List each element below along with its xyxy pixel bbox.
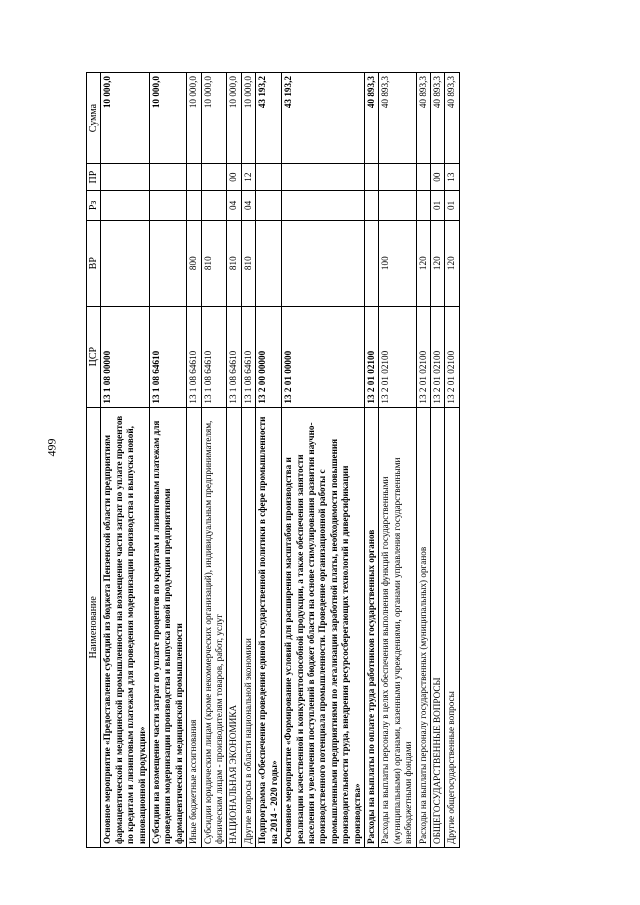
cell-rz <box>364 191 378 221</box>
table-row <box>150 73 187 848</box>
table-row <box>416 73 430 848</box>
cell-csr: 13 2 01 02100 <box>416 306 430 407</box>
cell-csr: 13 1 08 00000 <box>101 306 150 407</box>
cell-vr: 120 <box>416 220 430 306</box>
cell-pr <box>150 164 187 191</box>
cell-name: ОБЩЕГОСУДАРСТВЕННЫЕ ВОПРОСЫ <box>430 407 444 847</box>
cell-pr <box>379 164 416 191</box>
cell-name: Основное мероприятие «Предоставление субсидий из бюджета Пензенской области предприятиям фармацевтической и медицинской промышленности на возмещение части затрат по уплате процентов по кредитам и лизинговым платежам для проведения модернизации производства и выпуска новой, инновационной продукции» <box>101 407 150 847</box>
cell-csr: 13 1 08 64610 <box>227 306 241 407</box>
table-row <box>187 73 201 848</box>
cell-csr: 13 1 08 64610 <box>201 306 227 407</box>
cell-vr: 100 <box>379 220 416 306</box>
header-csr: ЦСР <box>87 306 101 407</box>
cell-rz <box>101 191 150 221</box>
cell-vr: 810 <box>201 220 227 306</box>
header-rz: Рз <box>87 191 101 221</box>
cell-name: Расходы на выплаты персоналу в целях обеспечения выполнения функций государственными (муниципальными) органами, казенными учреждениями, органами управления государственными внебюджетными фондами <box>379 407 416 847</box>
cell-rz: 01 <box>430 191 444 221</box>
cell-csr: 13 2 01 02100 <box>445 306 459 407</box>
cell-vr: 810 <box>241 220 255 306</box>
cell-csr: 13 2 01 02100 <box>430 306 444 407</box>
cell-sum: 43 193,2 <box>282 73 365 164</box>
cell-vr <box>101 220 150 306</box>
table-header-row <box>87 73 101 848</box>
cell-name: Расходы на выплаты персоналу государственных (муниципальных) органов <box>416 407 430 847</box>
cell-rz <box>201 191 227 221</box>
table-body <box>101 73 459 848</box>
cell-vr <box>150 220 187 306</box>
cell-rz <box>187 191 201 221</box>
page-number: 499 <box>44 438 59 457</box>
cell-csr: 13 2 00 00000 <box>256 306 282 407</box>
cell-sum: 10 000,0 <box>201 73 227 164</box>
cell-vr <box>282 220 365 306</box>
cell-rz: 04 <box>241 191 255 221</box>
cell-name: Расходы на выплаты по оплате труда работников государственных органов <box>364 407 378 847</box>
table-row <box>430 73 444 848</box>
header-sum: Сумма <box>87 73 101 164</box>
cell-rz <box>416 191 430 221</box>
cell-pr: 13 <box>445 164 459 191</box>
cell-sum: 40 893,3 <box>364 73 378 164</box>
table-row <box>282 73 365 848</box>
cell-pr <box>364 164 378 191</box>
cell-name: Субсидии юридическим лицам (кроме некоммерческих организаций), индивидуальным предпринимателям, физическим лицам - производителям товаров, работ, услуг <box>201 407 227 847</box>
cell-name: НАЦИОНАЛЬНАЯ ЭКОНОМИКА <box>227 407 241 847</box>
cell-name: Другие общегосударственные вопросы <box>445 407 459 847</box>
cell-sum: 10 000,0 <box>241 73 255 164</box>
budget-table <box>86 72 460 848</box>
cell-rz: 01 <box>445 191 459 221</box>
cell-name: Другие вопросы в области национальной экономики <box>241 407 255 847</box>
cell-vr <box>364 220 378 306</box>
cell-pr: 12 <box>241 164 255 191</box>
cell-sum: 40 893,3 <box>416 73 430 164</box>
table-row <box>256 73 282 848</box>
cell-name: Основное мероприятие «Формирование условий для расширения масштабов производства и реализации качественной и конкурентоспособной продукции, а также обеспечения занятости населения и увеличения поступлений в бюджет области на основе стимулирования развития научно-производственного потенциала промышленности. Проведение организационной работы с промышленными предприятиями по легализации заработной платы, необходимости повышения производительности труда, внедрения ресурсосберегающих технологий и диверсификации производства» <box>282 407 365 847</box>
table-row <box>241 73 255 848</box>
cell-rz: 04 <box>227 191 241 221</box>
cell-pr: 00 <box>227 164 241 191</box>
cell-csr: 13 1 08 64610 <box>187 306 201 407</box>
header-pr: ПР <box>87 164 101 191</box>
header-vr: ВР <box>87 220 101 306</box>
cell-rz <box>150 191 187 221</box>
table-row <box>101 73 150 848</box>
cell-csr: 13 2 01 02100 <box>379 306 416 407</box>
table-row <box>364 73 378 848</box>
table-row <box>445 73 459 848</box>
cell-vr: 810 <box>227 220 241 306</box>
rotated-table-container <box>86 72 562 848</box>
cell-sum: 10 000,0 <box>227 73 241 164</box>
cell-rz <box>256 191 282 221</box>
cell-sum: 10 000,0 <box>187 73 201 164</box>
cell-pr <box>201 164 227 191</box>
cell-csr: 13 1 08 64610 <box>241 306 255 407</box>
cell-pr <box>256 164 282 191</box>
cell-rz <box>282 191 365 221</box>
cell-pr <box>101 164 150 191</box>
cell-csr: 13 2 01 00000 <box>282 306 365 407</box>
cell-name: Субсидии на возмещение части затрат по уплате процентов по кредитам и лизинговым платежам для проведения модернизации производства и выпуска новой продукции предприятиями фармацевтической и медицинской промышленности <box>150 407 187 847</box>
cell-csr: 13 1 08 64610 <box>150 306 187 407</box>
cell-sum: 10 000,0 <box>101 73 150 164</box>
cell-vr: 120 <box>445 220 459 306</box>
cell-sum: 10 000,0 <box>150 73 187 164</box>
cell-sum: 40 893,3 <box>379 73 416 164</box>
cell-vr <box>256 220 282 306</box>
cell-pr <box>187 164 201 191</box>
cell-name: Иные бюджетные ассигнования <box>187 407 201 847</box>
cell-sum: 43 193,2 <box>256 73 282 164</box>
cell-pr: 00 <box>430 164 444 191</box>
table-row <box>379 73 416 848</box>
cell-pr <box>282 164 365 191</box>
cell-name: Подпрограмма «Обеспечение проведения единой государственной политики в сфере промышленности на 2014 - 2020 годы» <box>256 407 282 847</box>
cell-vr: 120 <box>430 220 444 306</box>
cell-vr: 800 <box>187 220 201 306</box>
cell-sum: 40 893,3 <box>445 73 459 164</box>
table-row <box>227 73 241 848</box>
table-row <box>201 73 227 848</box>
cell-pr <box>416 164 430 191</box>
cell-csr: 13 2 01 02100 <box>364 306 378 407</box>
cell-rz <box>379 191 416 221</box>
cell-sum: 40 893,3 <box>430 73 444 164</box>
header-name: Наименование <box>87 407 101 847</box>
